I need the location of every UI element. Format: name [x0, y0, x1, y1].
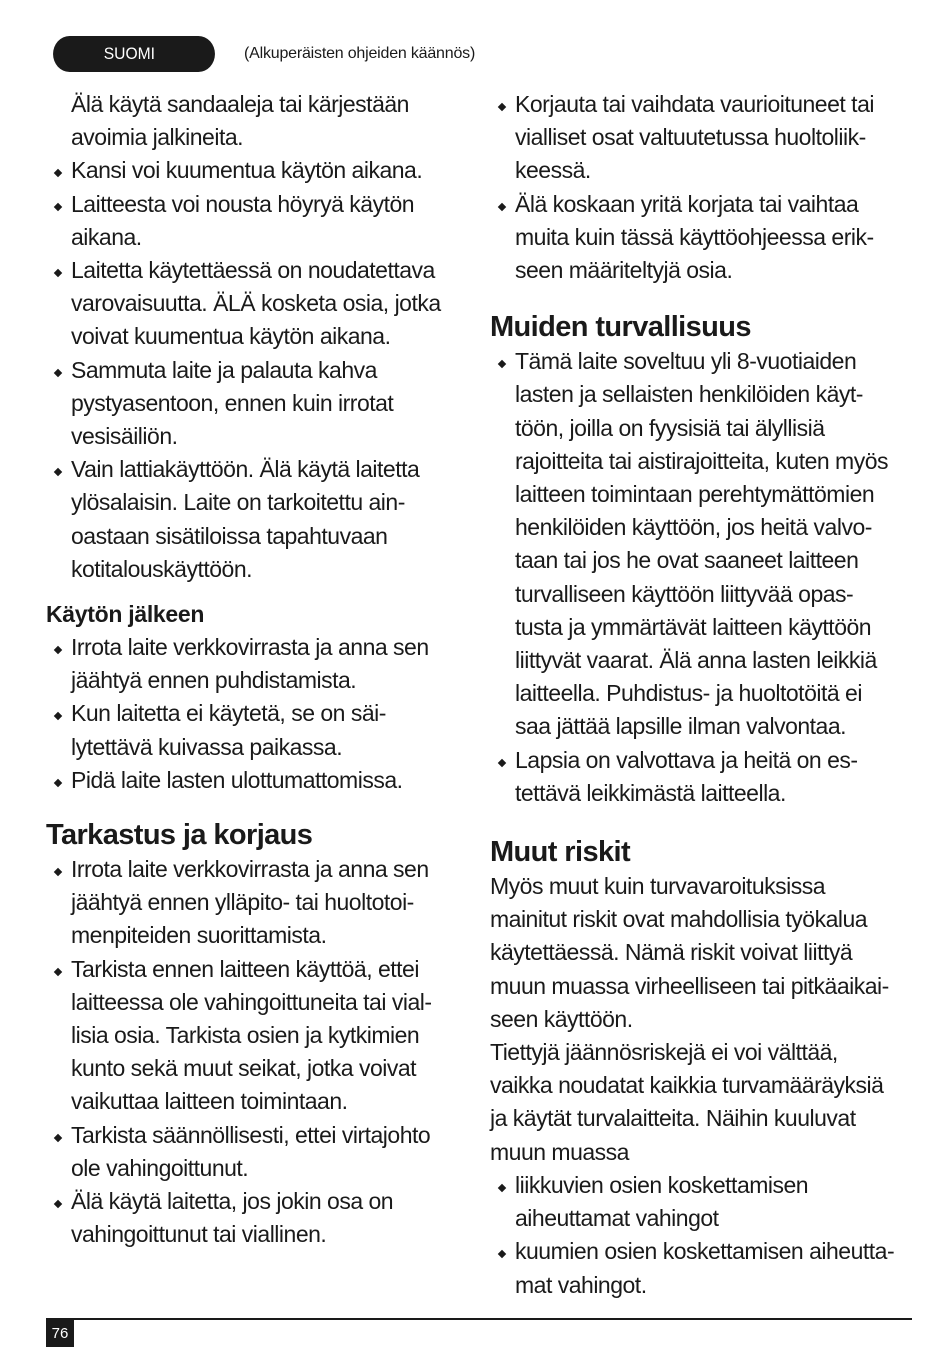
text-line: laitteessa ole vahingoittuneita tai vial-: [71, 988, 432, 1015]
text-line: töön, joilla on fyysisiä tai älyllisiä: [515, 414, 825, 441]
text-line: kunto sekä muut seikat, jotka voivat: [71, 1055, 417, 1082]
list-item: Irrota laite verkkovirrasta ja anna sen: [46, 631, 466, 664]
others-safety-heading: Muiden turvallisuus: [490, 311, 751, 344]
text-line: lytettävä kuivassa paikassa.: [71, 733, 343, 760]
text-line: käytettäessä. Nämä riskit voivat liittyä: [490, 939, 853, 966]
text-line: lisia osia. Tarkista osien ja kytkimien: [71, 1022, 420, 1049]
text-line: pystyasentoon, ennen kuin irrotat: [71, 389, 394, 416]
text-line: Myös muut kuin turvavaroituksissa: [490, 873, 826, 900]
list-item: Vain lattiakäyttöön. Älä käytä laitetta: [46, 453, 466, 486]
text-line: kotitalouskäyttöön.: [71, 555, 253, 582]
list-item: Tämä laite soveltuu yli 8-vuotiaiden: [490, 345, 920, 378]
residual-risks-paragraph-2: [490, 1036, 920, 1169]
text-line: ylösalaisin. Laite on tarkoitettu ain-: [71, 489, 405, 516]
text-line: aiheuttamat vahingot: [515, 1205, 719, 1232]
residual-risks-heading: Muut riskit: [490, 836, 631, 869]
text-line: menpiteiden suorittamista.: [71, 922, 327, 949]
text-line: rajoitteita tai aistirajoitteita, kuten myös: [515, 447, 889, 474]
text-line: muun muassa: [490, 1138, 629, 1165]
text-line: muun muassa virheelliseen tai pitkäaikai-: [490, 972, 889, 999]
text-line: laitteen toimintaan perehtymättömien: [515, 481, 875, 508]
repair-list: [490, 88, 920, 287]
text-line: ja käytät turvalaitteita. Näihin kuuluvat: [490, 1105, 856, 1132]
page-number: 76: [46, 1320, 74, 1347]
text-line: vesisäiliön.: [71, 423, 178, 450]
text-line: turvalliseen käyttöön liittyvää opas-: [515, 580, 854, 607]
text-line: varovaisuutta. ÄLÄ kosketa osia, jotka: [71, 290, 441, 317]
text-line: laitteella. Puhdistus- ja huoltotöitä ei: [515, 680, 862, 707]
list-item: Korjauta tai vaihdata vaurioituneet tai: [490, 88, 920, 121]
list-item: liikkuvien osien koskettamisen: [490, 1169, 920, 1202]
list-item: Kun laitetta ei käytetä, se on säi-: [46, 697, 466, 730]
text-line: vahingoittunut tai viallinen.: [71, 1221, 327, 1248]
text-line: tusta ja ymmärtävät laitteen käyttöön: [515, 613, 872, 640]
text-line: liittyvät vaarat. Älä anna lasten leikkiä: [515, 647, 877, 674]
text-line: keessä.: [515, 157, 591, 184]
text-line: jäähtyä ennen ylläpito- tai huoltotoi-: [71, 889, 414, 916]
bullet-list-warnings: [46, 154, 466, 586]
list-item: Älä käytä laitetta, jos jokin osa on: [46, 1185, 466, 1218]
right-column: [490, 88, 920, 1302]
language-badge: SUOMI: [53, 36, 215, 72]
text-line: aikana.: [71, 223, 142, 250]
list-item: Laitteesta voi nousta höyryä käytön: [46, 188, 466, 221]
inspection-heading: Tarkastus ja korjaus: [46, 819, 313, 852]
translation-note: (Alkuperäisten ohjeiden käännös): [244, 45, 476, 62]
text-line: muita kuin tässä käyttöohjeessa erik-: [515, 223, 874, 250]
list-item: Sammuta laite ja palauta kahva: [46, 354, 466, 387]
text-line: avoimia jalkineita.: [71, 124, 244, 151]
list-item: Kansi voi kuumentua käytön aikana.: [46, 154, 466, 187]
list-item: Irrota laite verkkovirrasta ja anna sen: [46, 853, 466, 886]
others-safety-list: [490, 345, 920, 810]
list-item: Älä koskaan yritä korjata tai vaihtaa: [490, 188, 920, 221]
text-line: mat vahingot.: [515, 1271, 647, 1298]
text-line: oastaan sisätiloissa tapahtuvaan: [71, 522, 388, 549]
text-line: taan tai jos he ovat saaneet laitteen: [515, 547, 859, 574]
text-line: ole vahingoittunut.: [71, 1154, 249, 1181]
list-item: Laitetta käytettäessä on noudatettava: [46, 254, 466, 287]
intro-continuation: [46, 88, 466, 154]
list-item: Tarkista säännöllisesti, ettei virtajohto: [46, 1119, 466, 1152]
text-line: vialliset osat valtuutetussa huoltoliik-: [515, 124, 866, 151]
text-line: henkilöiden käyttöön, jos heitä valvo-: [515, 514, 872, 541]
text-line: vaikuttaa laitteen toimintaan.: [71, 1088, 348, 1115]
text-line: lasten ja sellaisten henkilöiden käyt-: [515, 381, 863, 408]
list-item: Tarkista ennen laitteen käyttöä, ettei: [46, 953, 466, 986]
list-item: kuumien osien koskettamisen aiheutta-: [490, 1235, 920, 1268]
footer-divider: [46, 1318, 912, 1320]
text-line: mainitut riskit ovat mahdollisia työkalua: [490, 906, 868, 933]
text-line: tettävä leikkimästä laitteella.: [515, 779, 786, 806]
text-line: seen määriteltyjä osia.: [515, 257, 733, 284]
residual-risks-list: [490, 1169, 920, 1302]
text-line: Älä käytä sandaaleja tai kärjestään: [71, 91, 409, 117]
list-item: Pidä laite lasten ulottumattomissa.: [46, 764, 466, 797]
text-line: vaikka noudatat kaikkia turvamääräyksiä: [490, 1072, 884, 1099]
inspection-list: [46, 853, 466, 1251]
text-line: seen käyttöön.: [490, 1005, 633, 1032]
left-column: [46, 88, 466, 1252]
list-item: Lapsia on valvottava ja heitä on es-: [490, 744, 920, 777]
after-use-heading: Käytön jälkeen: [46, 601, 205, 628]
text-line: Tiettyjä jäännösriskejä ei voi välttää,: [490, 1039, 838, 1066]
residual-risks-paragraph-1: [490, 870, 920, 1036]
text-line: jäähtyä ennen puhdistamista.: [71, 667, 357, 694]
text-line: saa jättää lapsille ilman valvontaa.: [515, 713, 847, 740]
after-use-list: [46, 631, 466, 797]
text-line: voivat kuumentua käytön aikana.: [71, 323, 391, 350]
